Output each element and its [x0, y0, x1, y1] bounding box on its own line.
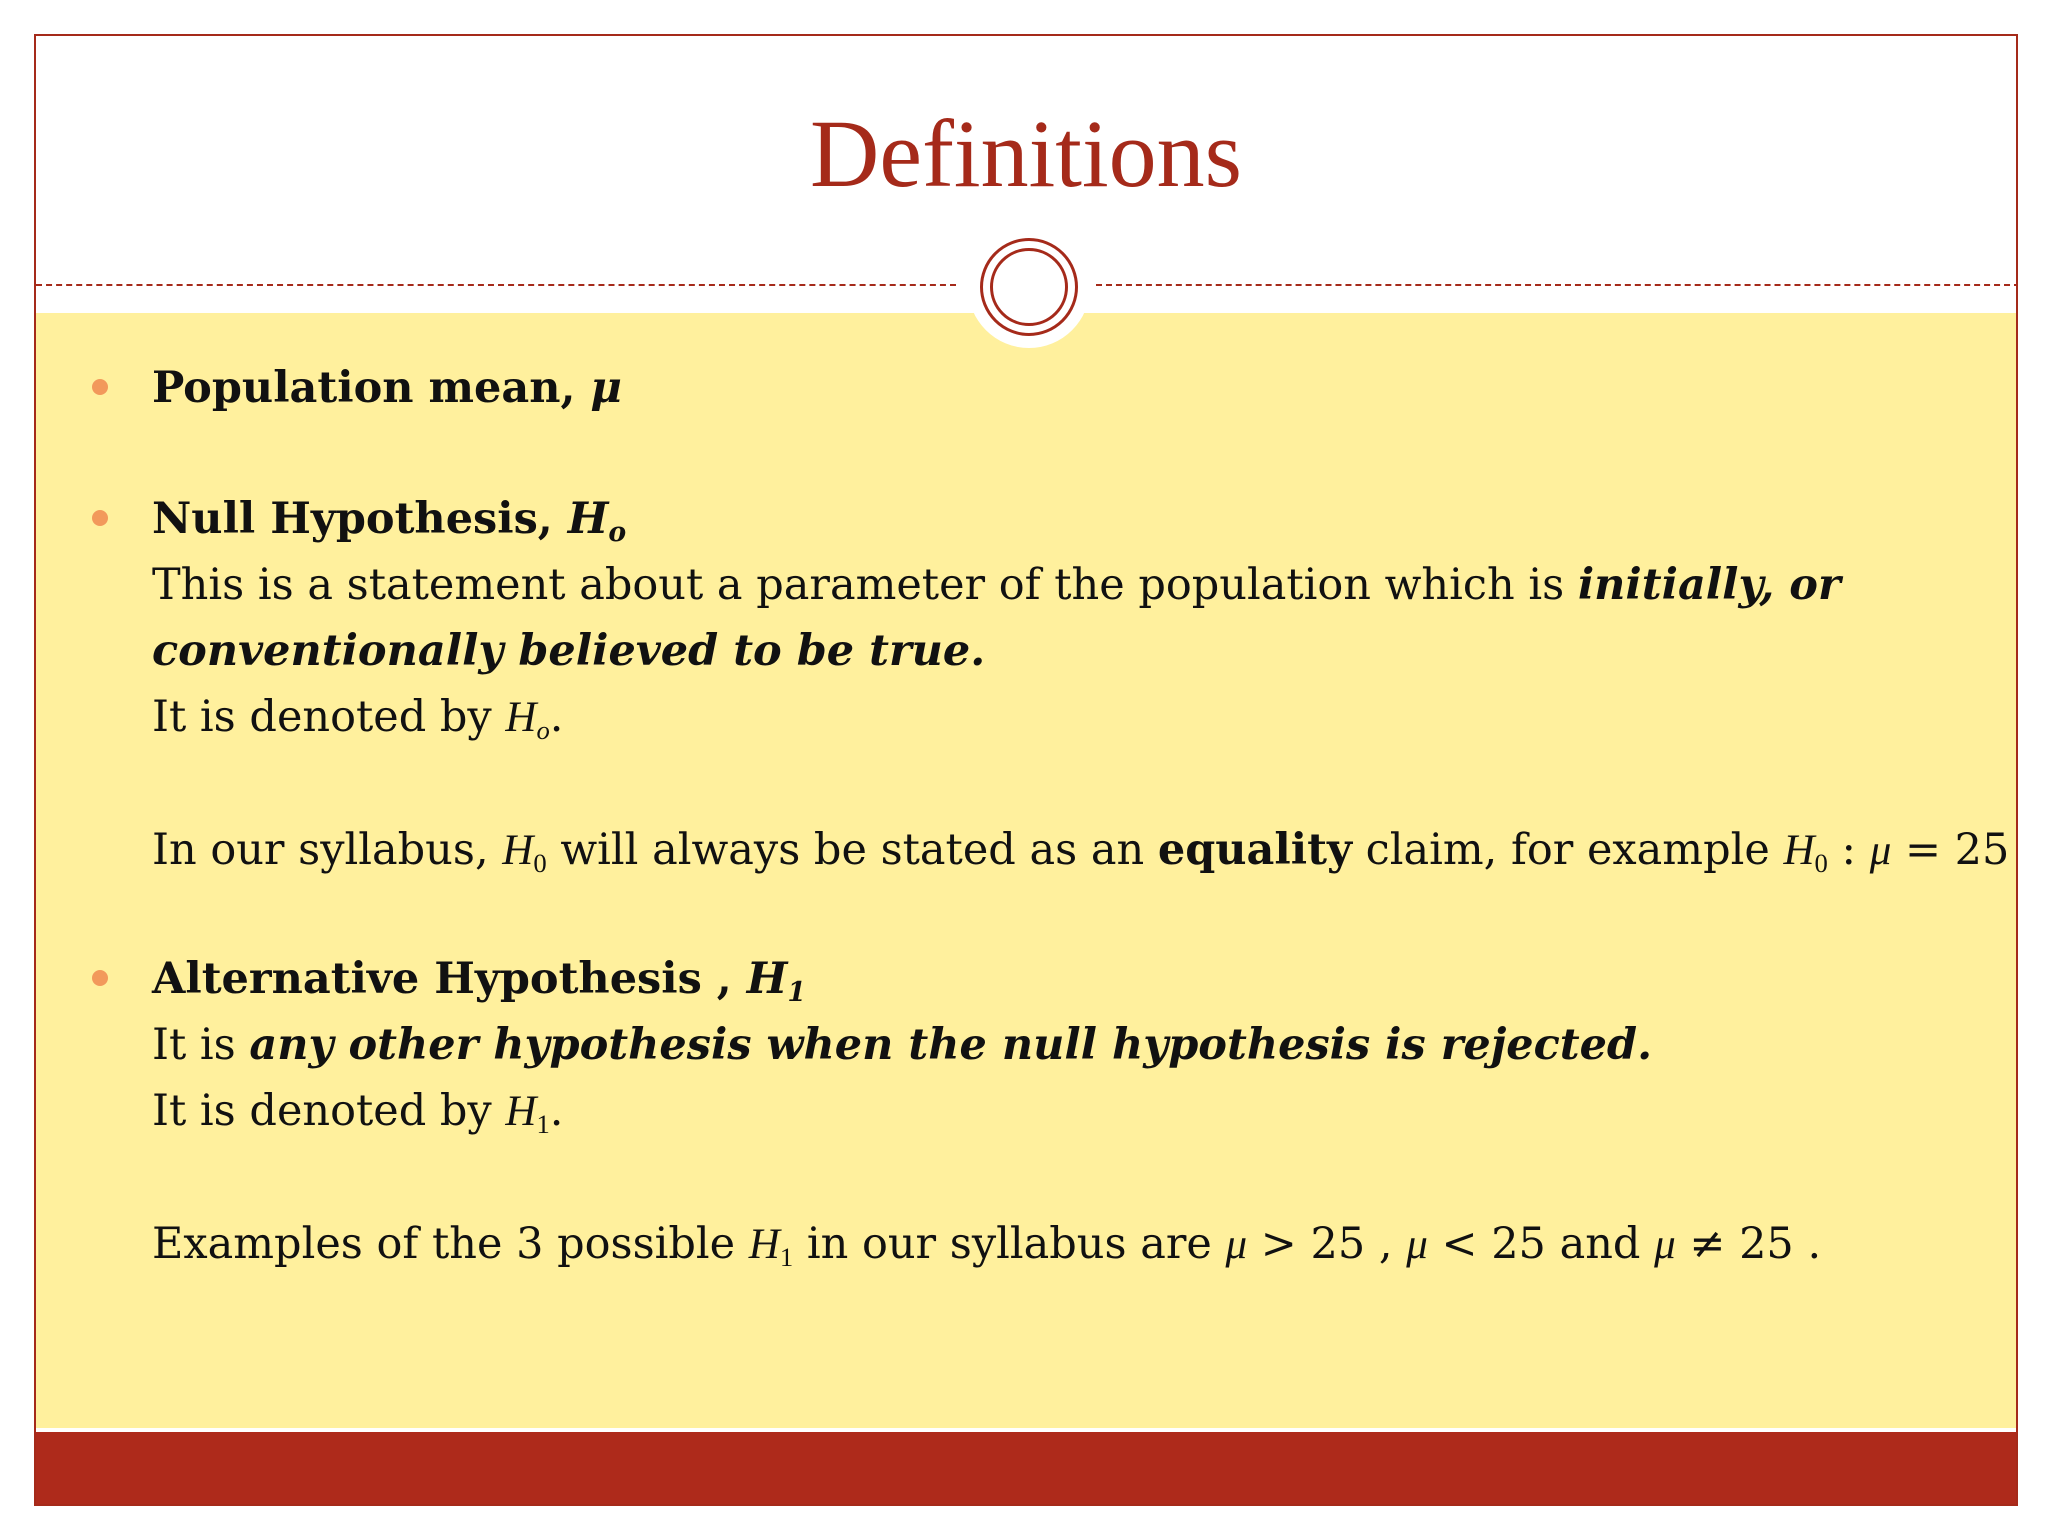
bullet-dot — [92, 379, 108, 395]
syllabus-note: In our syllabus, $H_0$ will always be stated as an equality claim, for example $H_0$ : μ = 25 — [152, 825, 2010, 878]
examples-line: Examples of the 3 possible $H_1$ in our syllabus are μ > 25 , μ < 25 and μ ≠ 25 . — [152, 1219, 1822, 1272]
notation-line: It is denoted by $H_o$. — [152, 692, 564, 745]
bullet-alternative-hypothesis — [152, 946, 1952, 1278]
h-symbol: $H_o$ — [567, 494, 627, 548]
bullet-heading: Null Hypothesis, $H_o$ — [152, 494, 627, 548]
bullet-dot — [92, 510, 108, 526]
divider-right — [1096, 284, 2018, 286]
slide-title: Definitions — [810, 100, 1242, 207]
bullet-heading: Population mean, μ — [152, 363, 622, 413]
ring-inner — [990, 248, 1068, 326]
bullet-heading: Alternative Hypothesis , $H_1$ — [152, 954, 806, 1008]
slide — [34, 34, 2018, 1506]
notation-line: It is denoted by $H_1$. — [152, 1086, 564, 1139]
bullet-null-hypothesis — [152, 486, 2010, 884]
mu-symbol: μ — [590, 363, 622, 413]
ring-outer — [980, 238, 1078, 336]
divider-left — [36, 284, 956, 286]
definition-line-continued: conventionally believed to be true. — [152, 626, 986, 676]
definition-line: It is any other hypothesis when the null hypothesis is rejected. — [152, 1020, 1653, 1070]
bullet-population-mean — [152, 355, 1952, 421]
footer-bar — [36, 1432, 2016, 1504]
h-symbol: $H_1$ — [746, 954, 806, 1008]
bullet-dot — [92, 970, 108, 986]
definition-line: This is a statement about a parameter of the population which is initially, or — [152, 560, 1841, 610]
ring-ornament — [968, 226, 1090, 348]
